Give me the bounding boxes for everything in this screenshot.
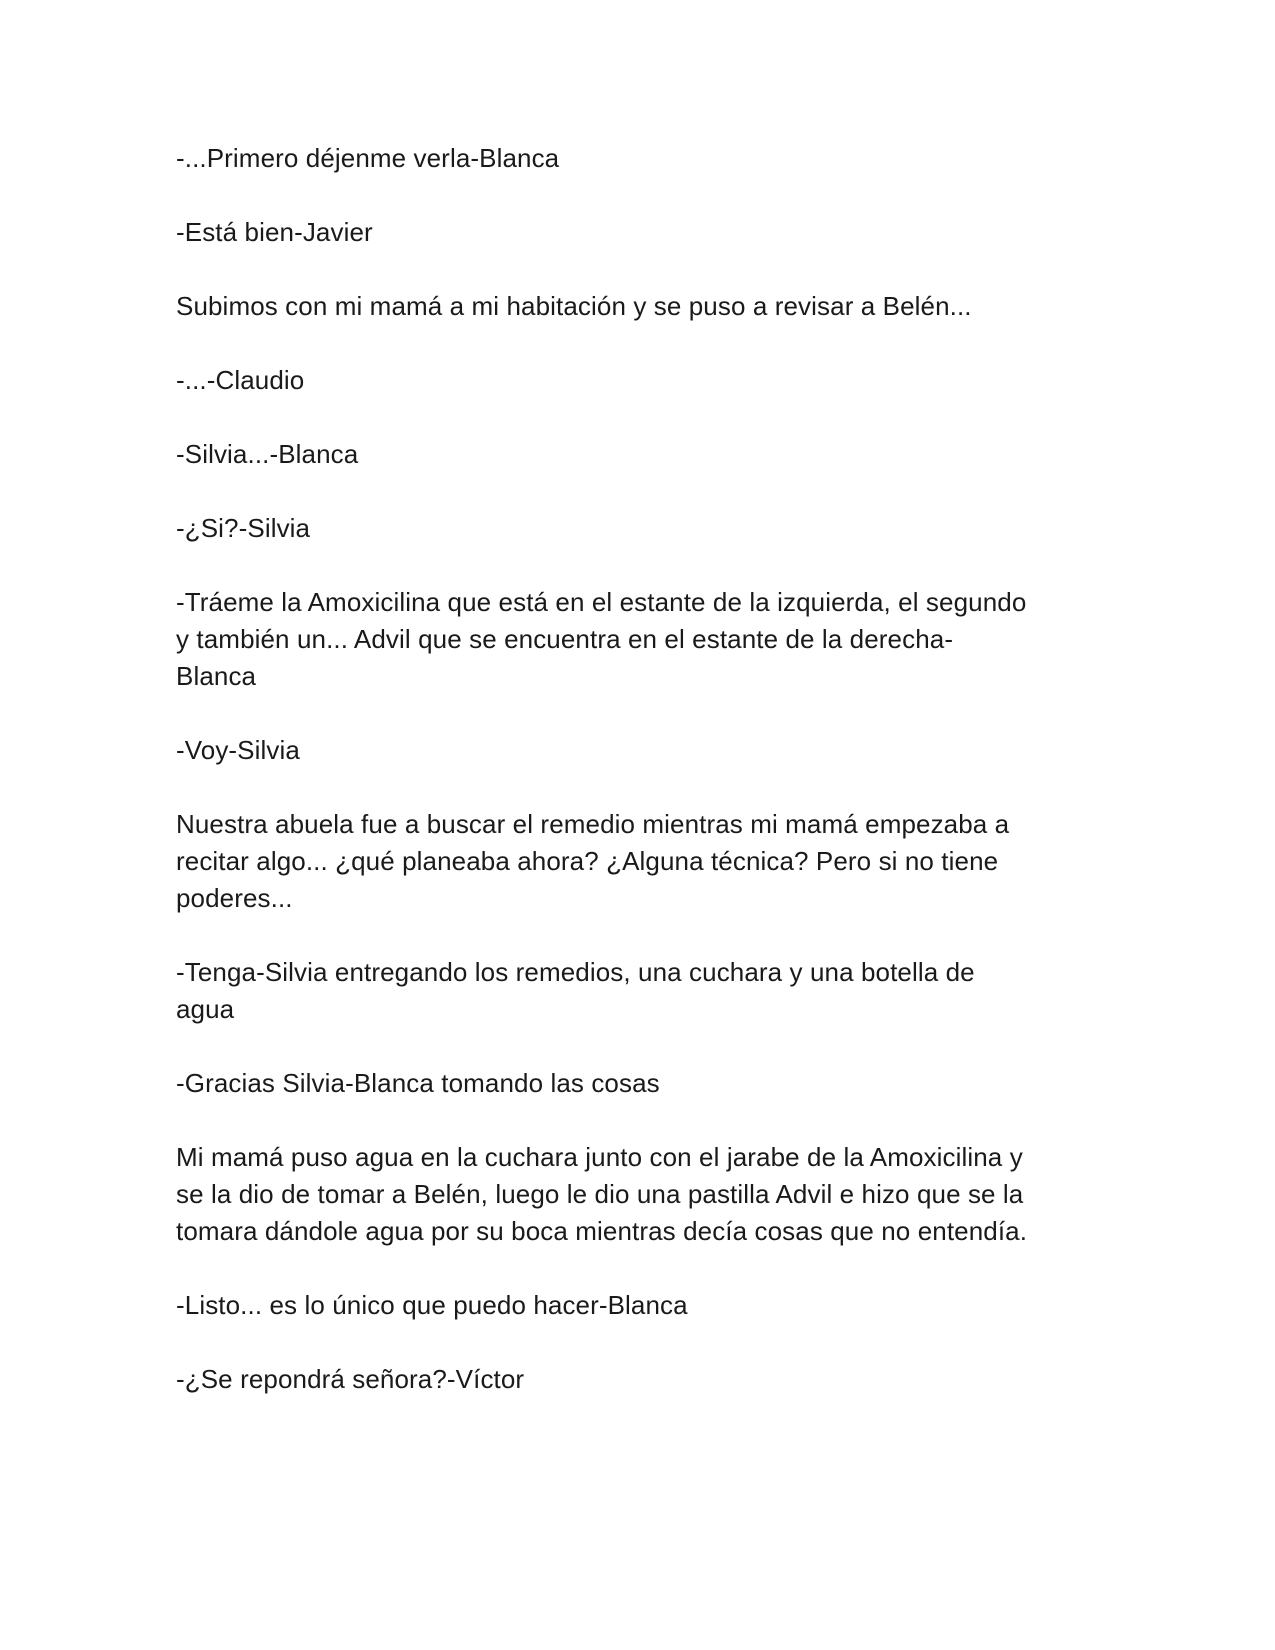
paragraph: -Silvia...-Blanca (176, 439, 359, 469)
paragraph: Mi mamá puso agua en la cuchara junto con el jarabe de la Amoxicilina y se la dio de tomar a Belén, luego le dio una pastilla Advil e hizo que se la tomara dándole agua por su boca mientras decía cosas que no entendía. (176, 1142, 1028, 1246)
paragraph: -Tenga-Silvia entregando los remedios, una cuchara y una botella de agua (176, 957, 975, 1024)
paragraph: Subimos con mi mamá a mi habitación y se puso a revisar a Belén... (176, 291, 972, 321)
paragraph: -Tráeme la Amoxicilina que está en el estante de la izquierda, el segundo y también un... Advil que se encuentra en el estante de la derecha- Blanca (176, 587, 1027, 691)
paragraph: -Está bien-Javier (176, 217, 373, 247)
paragraph: -...Primero déjenme verla-Blanca (176, 143, 560, 173)
paragraph: -Voy-Silvia (176, 735, 300, 765)
paragraph: -¿Si?-Silvia (176, 513, 311, 543)
paragraph: -Listo... es lo único que puedo hacer-Blanca (176, 1290, 688, 1320)
paragraph: -Gracias Silvia-Blanca tomando las cosas (176, 1068, 660, 1098)
paragraph: -...-Claudio (176, 365, 305, 395)
paragraph: Nuestra abuela fue a buscar el remedio mientras mi mamá empezaba a recitar algo... ¿qué planeaba ahora? ¿Alguna técnica? Pero si no tiene poderes... (176, 809, 1010, 913)
paragraph: -¿Se repondrá señora?-Víctor (176, 1364, 525, 1394)
